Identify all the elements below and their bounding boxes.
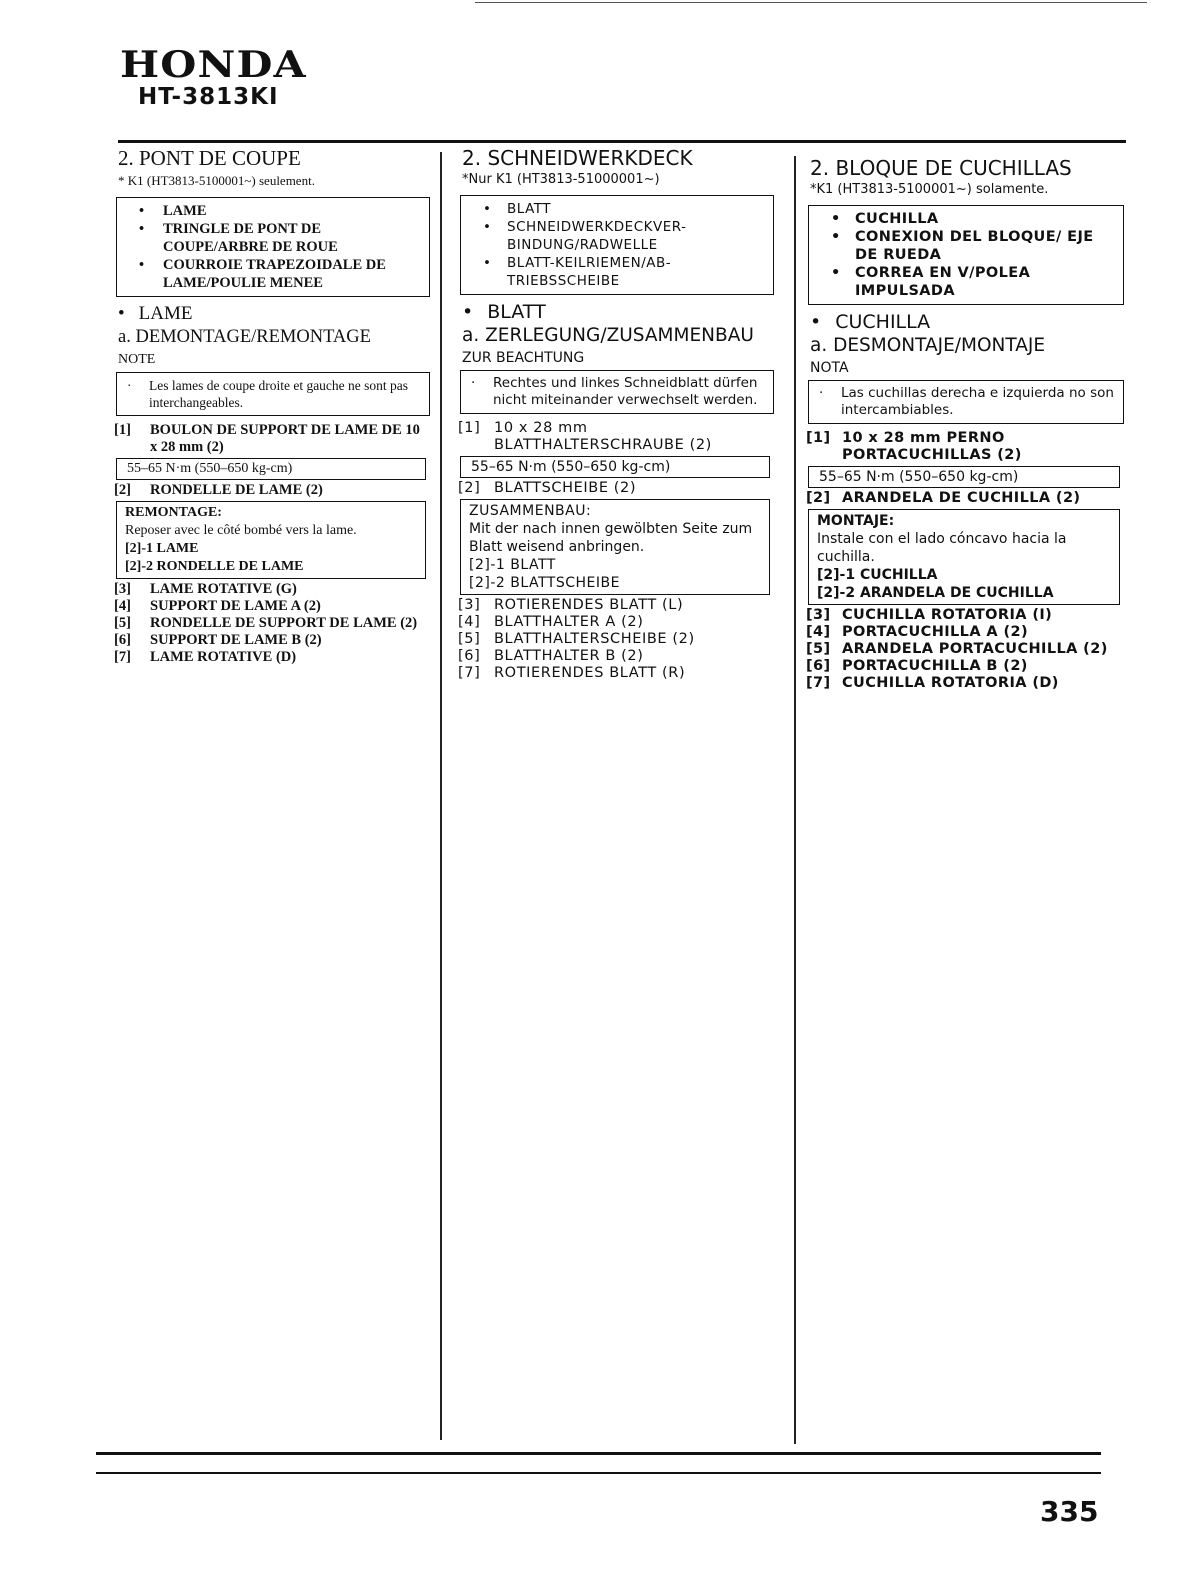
- model-number: HT-3813KI: [138, 84, 279, 110]
- item-6: [6] BLATTHALTER B (2): [458, 648, 644, 664]
- bullet-item: • CUCHILLA: [831, 211, 939, 227]
- note-box: · Rechtes und linkes Schneidblatt dürfen nicht miteinander verwechselt werden.: [460, 370, 774, 414]
- bullet-box: [808, 205, 1124, 305]
- honda-logo: HONDA: [120, 44, 307, 86]
- bullet-item: • BLATT-KEILRIEMEN/AB-TRIEBSSCHEIBE: [483, 255, 672, 289]
- item-7: [7] ROTIERENDES BLATT (R): [458, 665, 686, 681]
- footer-rule-upper: [96, 1452, 1101, 1455]
- bullet-item: • CORREA EN V/POLEA IMPULSADA: [831, 265, 1031, 299]
- item-1: [1] 10 x 28 mm BLATTHALTERSCHRAUBE (2): [458, 420, 712, 453]
- bullet-item: • COURROIE TRAPEZOIDALE DE LAME/POULIE MENEE: [139, 257, 386, 291]
- item-2: [2] BLATTSCHEIBE (2): [458, 480, 637, 496]
- item-6: [6] SUPPORT DE LAME B (2): [114, 632, 322, 648]
- column-spanish: [806, 156, 1124, 692]
- note-label: NOTE: [118, 352, 156, 367]
- bullet-item: • CONEXION DEL BLOQUE/ EJE DE RUEDA: [831, 229, 1094, 263]
- item-1: [1] BOULON DE SUPPORT DE LAME DE 10 x 28 mm (2): [114, 422, 420, 455]
- item-5: [5] BLATTHALTERSCHEIBE (2): [458, 631, 695, 647]
- top-rule: [475, 2, 1147, 3]
- item-2: [2] RONDELLE DE LAME (2): [114, 482, 323, 498]
- footer-rule-lower: [96, 1472, 1101, 1474]
- note-box: · Las cuchillas derecha e izquierda no son intercambiables.: [808, 380, 1124, 424]
- item-7: [7] CUCHILLA ROTATORIA (D): [806, 675, 1059, 691]
- item-3: [3] ROTIERENDES BLATT (L): [458, 597, 684, 613]
- torque-spec: 55–65 N·m (550–650 kg-cm): [116, 458, 426, 480]
- column-german: [458, 146, 774, 682]
- torque-spec: 55–65 N·m (550–650 kg-cm): [808, 466, 1120, 488]
- item-3: [3] LAME ROTATIVE (G): [114, 581, 297, 597]
- item-4: [4] PORTACUCHILLA A (2): [806, 624, 1029, 640]
- section-subtitle: *K1 (HT3813-5100001~) solamente.: [810, 182, 1049, 197]
- section-title: 2. BLOQUE DE CUCHILLAS: [810, 156, 1072, 180]
- item-6: [6] PORTACUCHILLA B (2): [806, 658, 1028, 674]
- item-1: [1] 10 x 28 mm PERNO PORTACUCHILLAS (2): [806, 430, 1022, 463]
- section-title: 2. PONT DE COUPE: [118, 146, 301, 170]
- part-heading: • CUCHILLA: [810, 311, 931, 333]
- note-label: NOTA: [810, 360, 849, 376]
- item-7: [7] LAME ROTATIVE (D): [114, 649, 297, 665]
- torque-spec: 55–65 N·m (550–650 kg-cm): [460, 456, 770, 478]
- item-3: [3] CUCHILLA ROTATORIA (I): [806, 607, 1053, 623]
- item-5: [5] RONDELLE DE SUPPORT DE LAME (2): [114, 615, 418, 631]
- assembly-box: REMONTAGE: Reposer avec le côté bombé vers la lame. [2]-1 LAME [2]-2 RONDELLE DE LAME: [116, 501, 426, 579]
- bullet-box: [460, 195, 774, 295]
- column-french: [114, 146, 430, 666]
- note-label: ZUR BEACHTUNG: [462, 350, 585, 366]
- column-divider-2: [794, 156, 796, 1444]
- bullet-item: • SCHNEIDWERKDECKVER-BINDUNG/RADWELLE: [483, 219, 687, 253]
- page-number: 335: [1040, 1495, 1099, 1528]
- header-rule: [118, 140, 1126, 143]
- item-4: [4] BLATTHALTER A (2): [458, 614, 644, 630]
- bullet-item: • LAME: [139, 203, 207, 219]
- part-heading: • LAME: [118, 303, 193, 324]
- section-subtitle: * K1 (HT3813-5100001~) seulement.: [118, 173, 315, 188]
- bullet-box: [116, 197, 430, 297]
- item-5: [5] ARANDELA PORTACUCHILLA (2): [806, 641, 1108, 657]
- bullet-item: • BLATT: [483, 201, 552, 217]
- note-box: · Les lames de coupe droite et gauche ne sont pas interchangeables.: [116, 372, 430, 416]
- section-title: 2. SCHNEIDWERKDECK: [462, 146, 693, 170]
- part-heading: • BLATT: [462, 301, 546, 323]
- bullet-item: • TRINGLE DE PONT DE COUPE/ARBRE DE ROUE: [139, 221, 338, 255]
- section-subtitle: *Nur K1 (HT3813-51000001~): [462, 172, 660, 187]
- step-heading: a. DEMONTAGE/REMONTAGE: [118, 327, 371, 347]
- assembly-box: ZUSAMMENBAU: Mit der nach innen gewölbten Seite zum Blatt weisend anbringen. [2]-1 BLATT [2]-2 BLATTSCHEIBE: [460, 499, 770, 595]
- item-4: [4] SUPPORT DE LAME A (2): [114, 598, 321, 614]
- item-2: [2] ARANDELA DE CUCHILLA (2): [806, 490, 1081, 506]
- step-heading: a. DESMONTAJE/MONTAJE: [810, 335, 1046, 356]
- column-divider-1: [440, 152, 442, 1440]
- step-heading: a. ZERLEGUNG/ZUSAMMENBAU: [462, 325, 754, 346]
- assembly-box: MONTAJE: Instale con el lado cóncavo hacia la cuchilla. [2]-1 CUCHILLA [2]-2 ARANDELA DE CUCHILLA: [808, 509, 1120, 605]
